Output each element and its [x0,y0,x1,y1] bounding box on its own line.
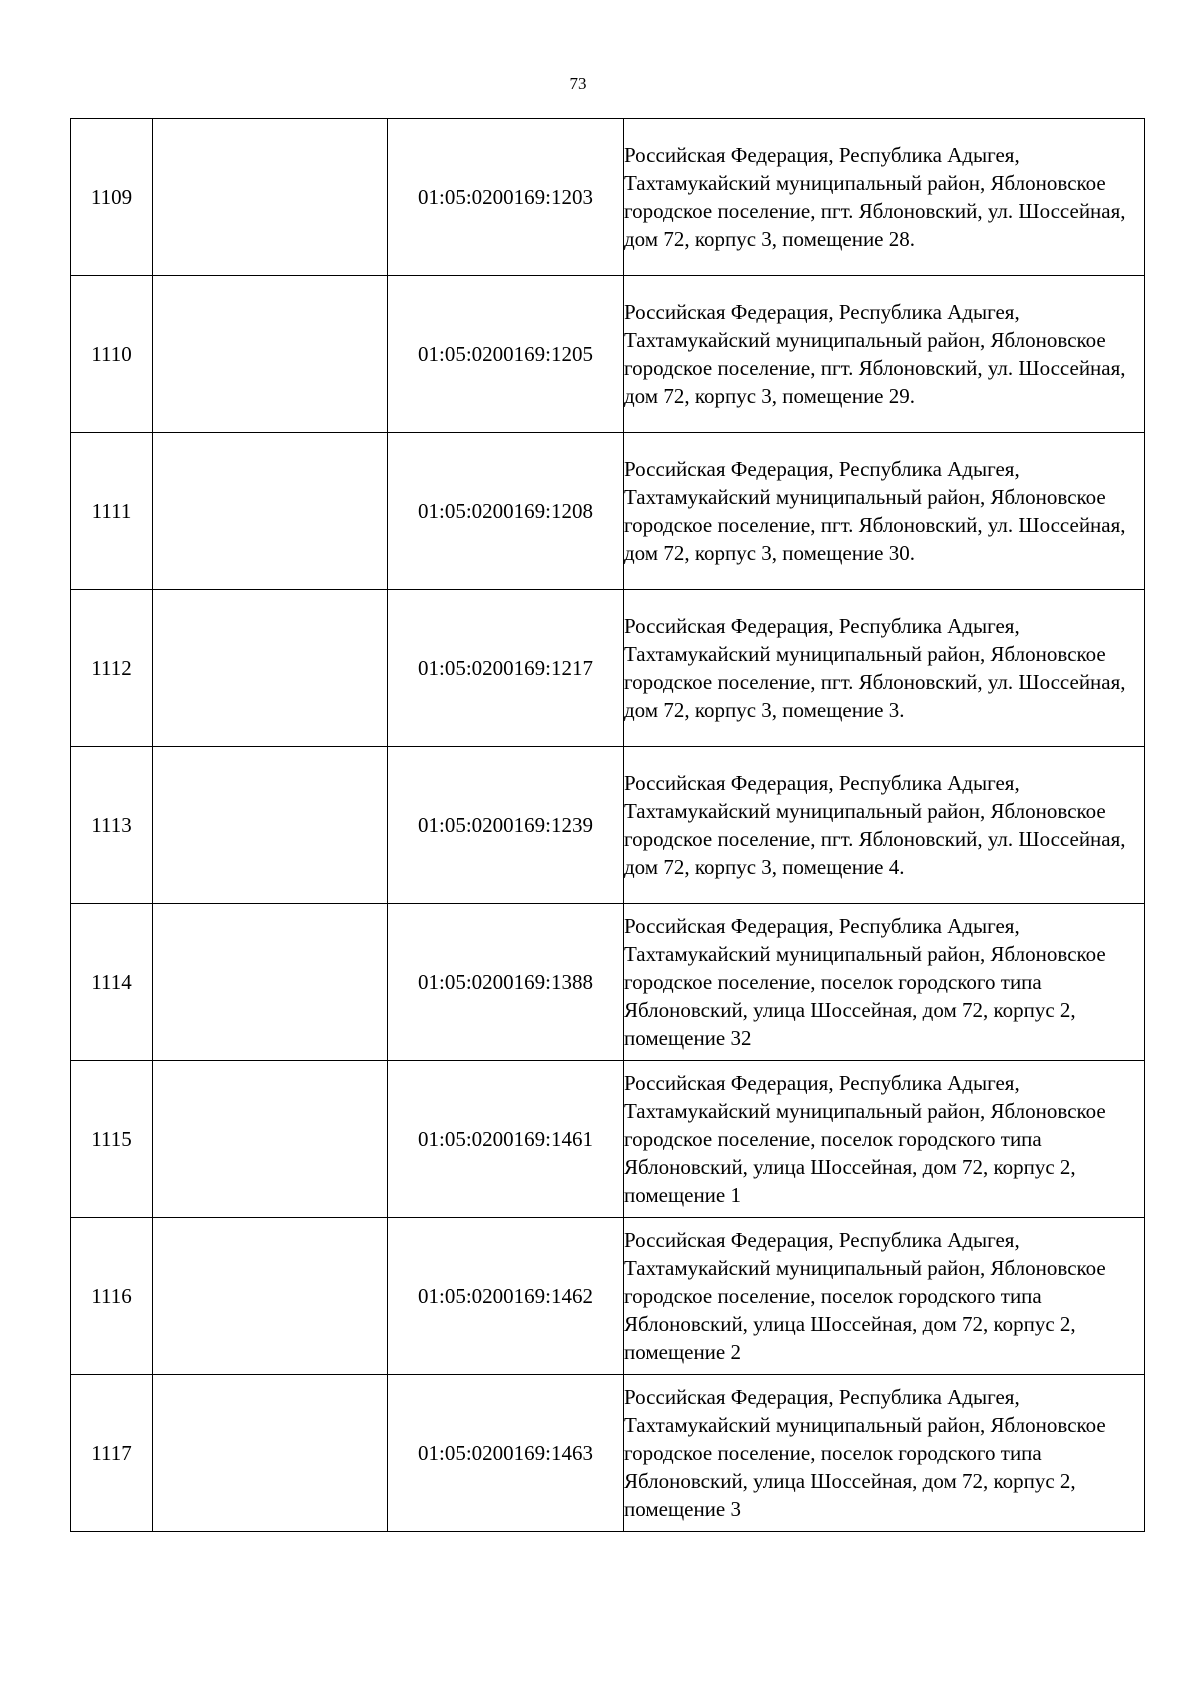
address-cell: Российская Федерация, Республика Адыгея, Тахтамукайский муниципальный район, Яблоновское городское поселение, пгт. Яблоновский, ул. Шоссейная, дом 72, корпус 3, помещение 4. [624,747,1145,904]
table-row [71,119,1145,276]
cadastral-number: 01:05:0200169:1203 [388,119,624,276]
empty-cell [153,590,388,747]
property-table [70,118,1145,1532]
table-row [71,1375,1145,1532]
cadastral-number: 01:05:0200169:1388 [388,904,624,1061]
table-row [71,1218,1145,1375]
address-cell: Российская Федерация, Республика Адыгея, Тахтамукайский муниципальный район, Яблоновское городское поселение, поселок городского типа Яблоновский, улица Шоссейная, дом 72, корпус 2, помещение 2 [624,1218,1145,1375]
empty-cell [153,119,388,276]
empty-cell [153,1061,388,1218]
page-number: 73 [569,74,587,93]
table-row [71,433,1145,590]
row-number: 1113 [71,747,153,904]
empty-cell [153,433,388,590]
cadastral-number: 01:05:0200169:1463 [388,1375,624,1532]
cadastral-number: 01:05:0200169:1239 [388,747,624,904]
address-cell: Российская Федерация, Республика Адыгея, Тахтамукайский муниципальный район, Яблоновское городское поселение, пгт. Яблоновский, ул. Шоссейная, дом 72, корпус 3, помещение 29. [624,276,1145,433]
row-number: 1117 [71,1375,153,1532]
cadastral-number: 01:05:0200169:1462 [388,1218,624,1375]
row-number: 1111 [71,433,153,590]
row-number: 1112 [71,590,153,747]
row-number: 1115 [71,1061,153,1218]
cadastral-number: 01:05:0200169:1205 [388,276,624,433]
row-number: 1109 [71,119,153,276]
empty-cell [153,747,388,904]
empty-cell [153,904,388,1061]
table-row [71,1061,1145,1218]
address-cell: Российская Федерация, Республика Адыгея, Тахтамукайский муниципальный район, Яблоновское городское поселение, пгт. Яблоновский, ул. Шоссейная, дом 72, корпус 3, помещение 3. [624,590,1145,747]
address-cell: Российская Федерация, Республика Адыгея, Тахтамукайский муниципальный район, Яблоновское городское поселение, поселок городского типа Яблоновский, улица Шоссейная, дом 72, корпус 2, помещение 3 [624,1375,1145,1532]
table-row [71,747,1145,904]
row-number: 1116 [71,1218,153,1375]
address-cell: Российская Федерация, Республика Адыгея, Тахтамукайский муниципальный район, Яблоновское городское поселение, пгт. Яблоновский, ул. Шоссейная, дом 72, корпус 3, помещение 30. [624,433,1145,590]
row-number: 1114 [71,904,153,1061]
table-row [71,276,1145,433]
cadastral-number: 01:05:0200169:1208 [388,433,624,590]
row-number: 1110 [71,276,153,433]
address-cell: Российская Федерация, Республика Адыгея, Тахтамукайский муниципальный район, Яблоновское городское поселение, поселок городского типа Яблоновский, улица Шоссейная, дом 72, корпус 2, помещение 1 [624,1061,1145,1218]
address-cell: Российская Федерация, Республика Адыгея, Тахтамукайский муниципальный район, Яблоновское городское поселение, поселок городского типа Яблоновский, улица Шоссейная, дом 72, корпус 2, помещение 32 [624,904,1145,1061]
table-row [71,904,1145,1061]
address-cell: Российская Федерация, Республика Адыгея, Тахтамукайский муниципальный район, Яблоновское городское поселение, пгт. Яблоновский, ул. Шоссейная, дом 72, корпус 3, помещение 28. [624,119,1145,276]
empty-cell [153,1218,388,1375]
empty-cell [153,1375,388,1532]
table-row [71,590,1145,747]
cadastral-number: 01:05:0200169:1461 [388,1061,624,1218]
empty-cell [153,276,388,433]
cadastral-number: 01:05:0200169:1217 [388,590,624,747]
